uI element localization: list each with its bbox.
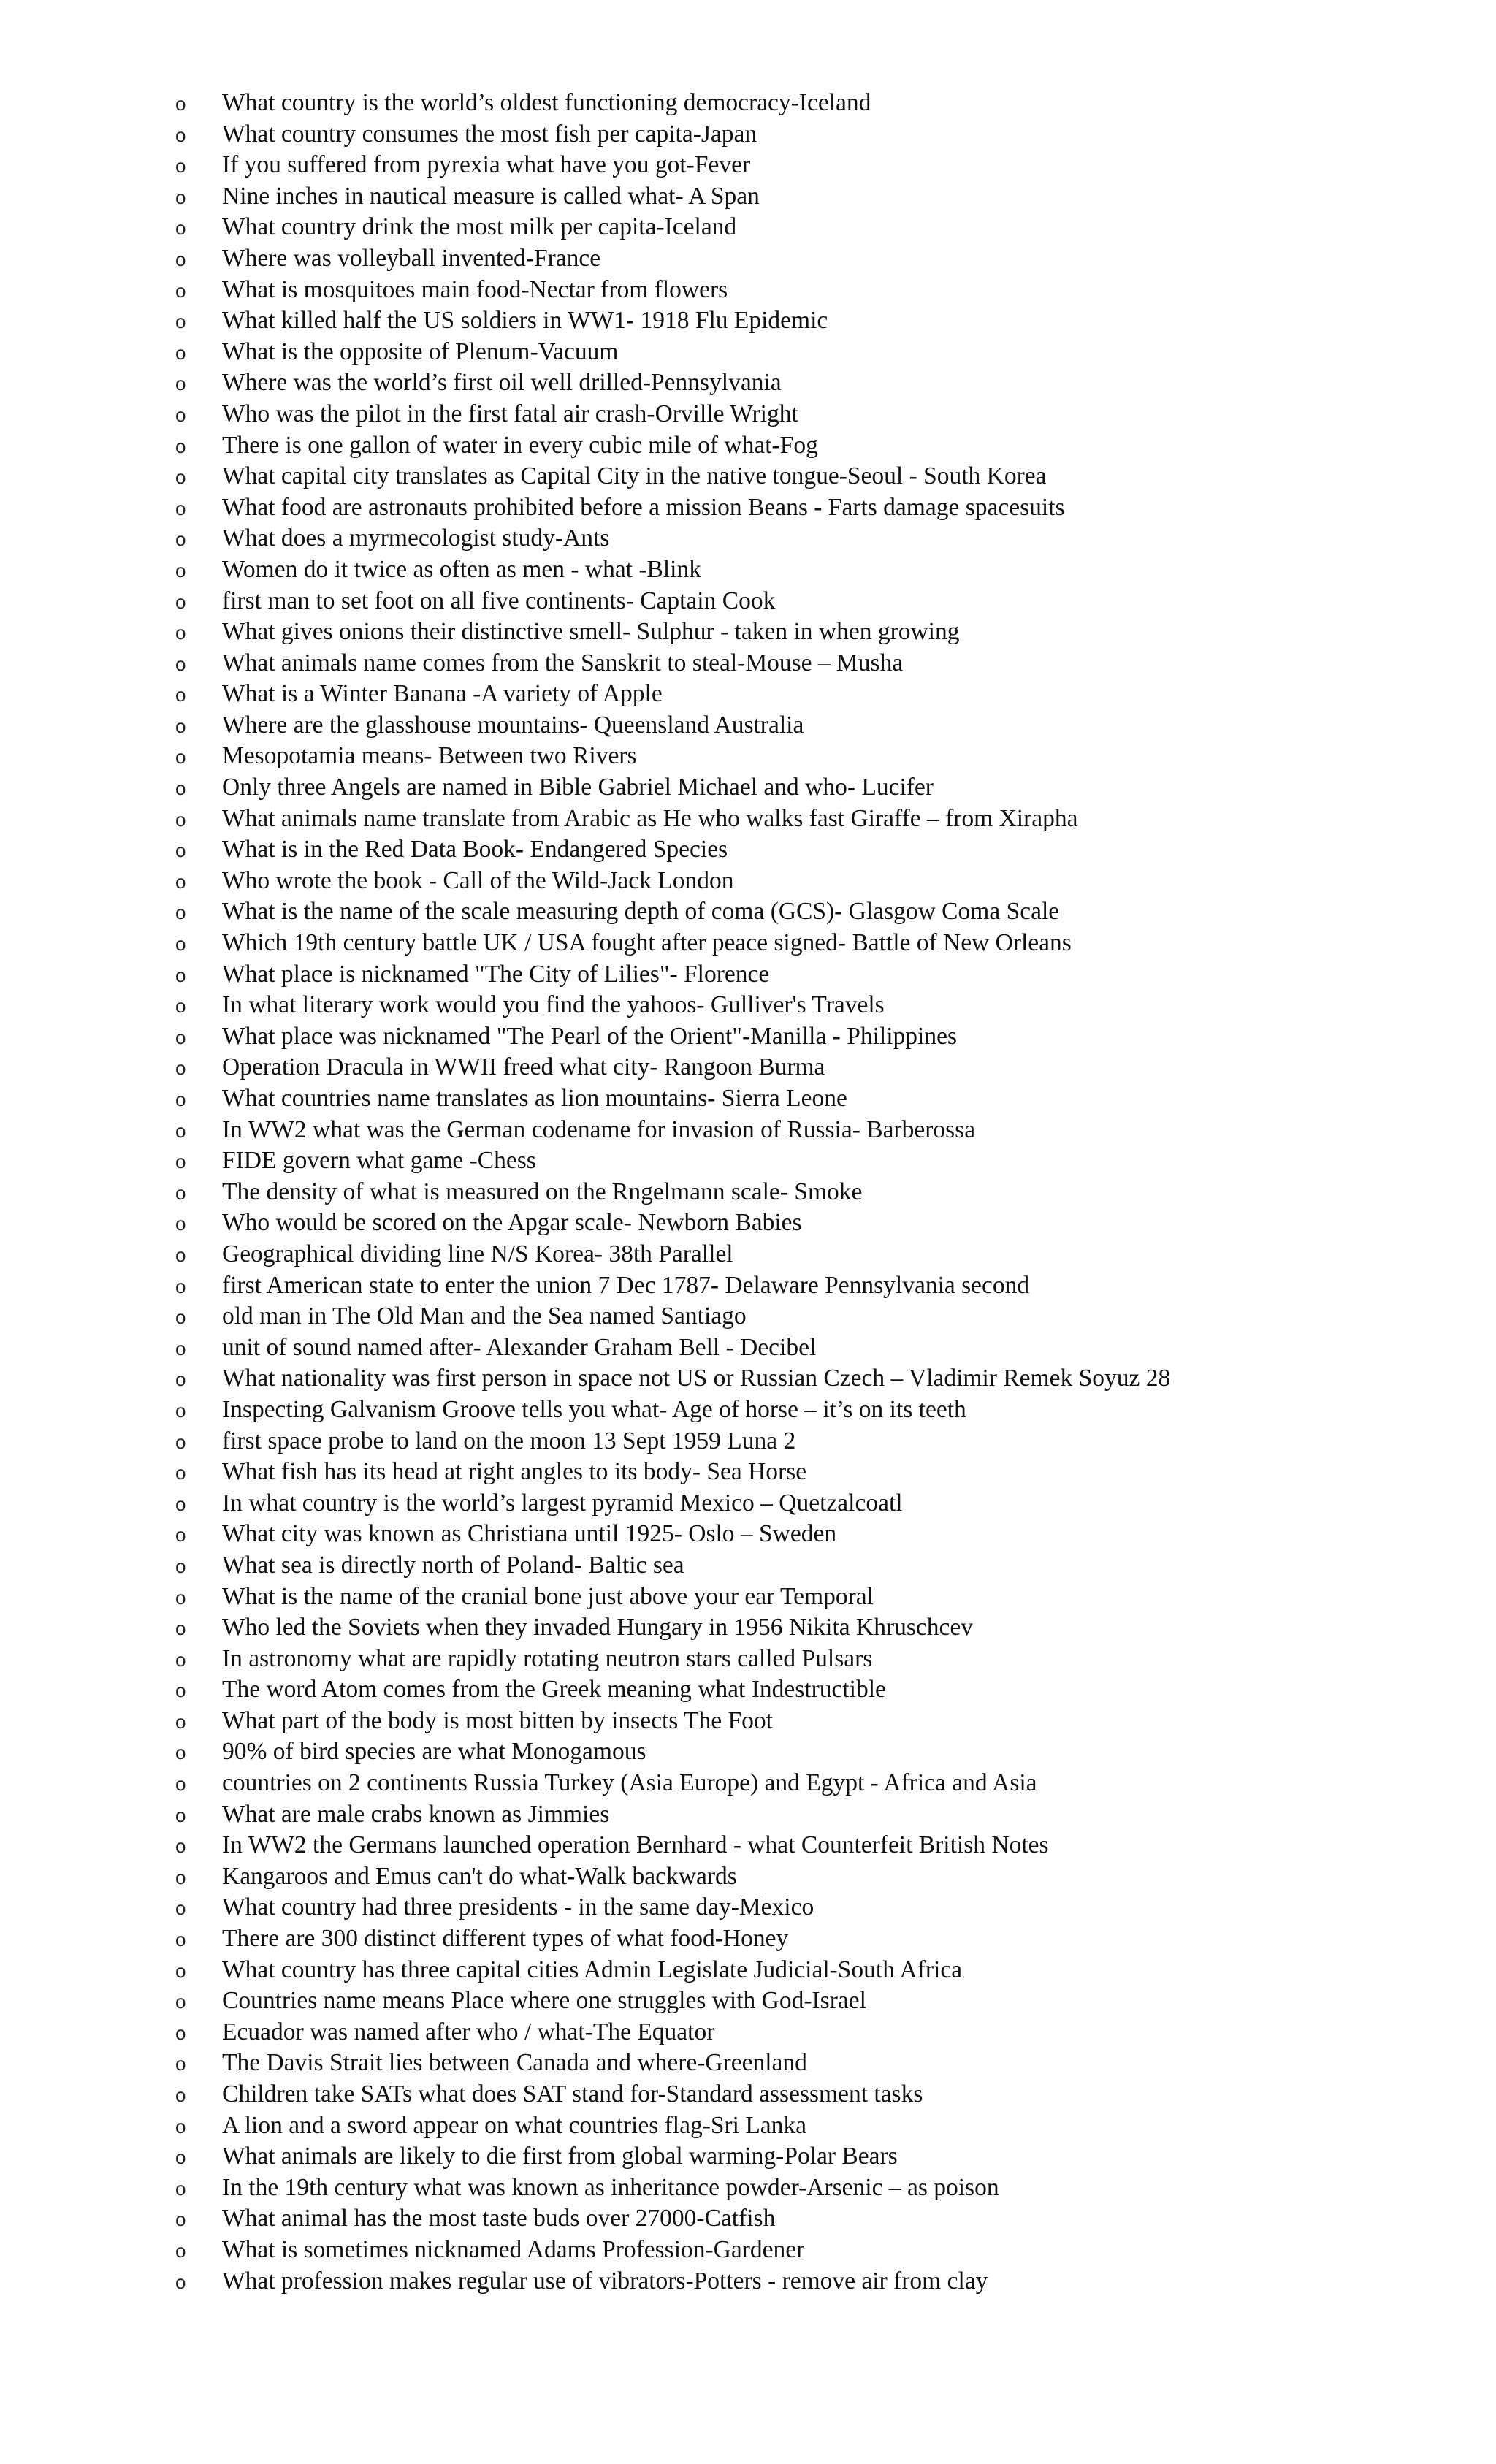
bullet-icon: o [175,497,186,519]
list-item [175,679,1483,710]
bullet-icon: o [175,559,186,581]
bullet-icon: o [175,1026,186,1048]
list-item [175,1923,1483,1955]
bullet-icon: o [175,2084,186,2106]
bullet-icon: o [175,1275,186,1297]
bullet-icon: o [175,2239,186,2262]
list-item-text: What is mosquitoes main food-Nectar from flowers [222,275,728,303]
bullet-icon: o [175,2146,186,2169]
bullet-icon: o [175,901,186,924]
list-item [175,1145,1483,1177]
bullet-icon: o [175,2208,186,2231]
list-item [175,2048,1483,2079]
bullet-icon: o [175,1492,186,1515]
list-item [175,741,1483,772]
bullet-icon: o [175,1804,186,1826]
bullet-icon: o [175,1368,186,1391]
list-item [175,1550,1483,1582]
list-item-text: What country has three capital cities Admin Legislate Judicial-South Africa [222,1956,963,1983]
list-item-text: There is one gallon of water in every cubic mile of what-Fog [222,431,818,459]
bullet-icon: o [175,1710,186,1733]
list-item-text: What countries name translates as lion mountains- Sierra Leone [222,1085,847,1112]
list-item-text: What is the name of the scale measuring depth of coma (GCS)- Glasgow Coma Scale [222,898,1060,926]
bullet-icon: o [175,870,186,893]
list-item-text: Who would be scored on the Apgar scale- Newborn Babies [222,1209,802,1237]
list-item [175,430,1483,462]
list-item [175,1706,1483,1737]
list-item [175,275,1483,306]
list-item-text: In WW2 the Germans launched operation Bernhard - what Counterfeit British Notes [222,1831,1049,1859]
bullet-icon: o [175,123,186,146]
bullet-icon: o [175,933,186,956]
list-item-text: What is a Winter Banana -A variety of Apple [222,680,663,708]
bullet-icon: o [175,590,186,613]
bullet-icon: o [175,1119,186,1142]
list-item-text: Which 19th century battle UK / USA fought after peace signed- Battle of New Orleans [222,929,1072,957]
list-item-text: What sea is directly north of Poland- Baltic sea [222,1551,684,1579]
bullet-icon: o [175,1462,186,1484]
bullet-icon: o [175,1866,186,1888]
list-item [175,1270,1483,1302]
list-item-text: first space probe to land on the moon 13 Sept 1959 Luna 2 [222,1427,796,1454]
bullet-icon: o [175,248,186,270]
list-item-text: What is in the Red Data Book- Endangered Species [222,836,728,863]
list-item [175,1830,1483,1861]
list-item-text: What country is the world’s oldest functioning democracy-Iceland [222,89,871,116]
bullet-icon: o [175,1742,186,1764]
bullet-icon: o [175,684,186,706]
list-item [175,367,1483,399]
list-item [175,959,1483,991]
list-item-text: What are male crabs known as Jimmies [222,1800,610,1828]
list-item [175,2141,1483,2173]
list-item [175,804,1483,835]
list-item-text: The density of what is measured on the Rngelmann scale- Smoke [222,1178,863,1205]
list-item-text: What killed half the US soldiers in WW1- 1918 Flu Epidemic [222,307,828,335]
list-item [175,1861,1483,1893]
bullet-icon: o [175,2115,186,2137]
bullet-icon: o [175,652,186,675]
bullet-icon: o [175,2270,186,2293]
bullet-icon: o [175,93,186,115]
list-item [175,337,1483,368]
list-item-text: What food are astronauts prohibited before a mission Beans - Farts damage spacesuits [222,493,1065,521]
bullet-icon: o [175,310,186,333]
list-item [175,1426,1483,1457]
bullet-icon: o [175,808,186,831]
list-item-text: old man in The Old Man and the Sea named Santiago [222,1302,747,1330]
bullet-icon: o [175,186,186,208]
list-item-text: If you suffered from pyrexia what have you got-Fever [222,151,751,179]
trivia-list [175,88,1483,2297]
list-item [175,523,1483,554]
list-item-text: Who wrote the book - Call of the Wild-Jack London [222,866,734,894]
bullet-icon: o [175,995,186,1018]
bullet-icon: o [175,403,186,426]
bullet-icon: o [175,1213,186,1235]
list-item [175,617,1483,648]
bullet-icon: o [175,1151,186,1173]
bullet-icon: o [175,528,186,551]
list-item [175,2266,1483,2297]
list-item [175,1768,1483,1799]
list-item-text: Where was volleyball invented-France [222,244,601,272]
list-item [175,1332,1483,1364]
list-item-text: Who led the Soviets when they invaded Hungary in 1956 Nikita Khruschcev [222,1614,974,1641]
bullet-icon: o [175,279,186,302]
bullet-icon: o [175,155,186,178]
list-item-text: Where was the world’s first oil well drilled-Pennsylvania [222,369,782,397]
list-item-text: Who was the pilot in the first fatal air crash-Orville Wright [222,400,798,427]
list-item [175,834,1483,866]
bullet-icon: o [175,1773,186,1796]
list-item-text: What place is nicknamed "The City of Lilies"- Florence [222,960,770,988]
list-item [175,492,1483,524]
bullet-icon: o [175,1586,186,1609]
list-item [175,1799,1483,1831]
list-item-text: Nine inches in nautical measure is called what- A Span [222,182,760,210]
list-item [175,2203,1483,2235]
bullet-icon: o [175,1648,186,1671]
list-item [175,1457,1483,1488]
list-item-text: What is the name of the cranial bone just above your ear Temporal [222,1582,874,1610]
list-item [175,1674,1483,1706]
list-item [175,1177,1483,1208]
list-item [175,150,1483,181]
bullet-icon: o [175,746,186,768]
list-item [175,896,1483,928]
list-item-text: Geographical dividing line N/S Korea- 38th Parallel [222,1240,733,1267]
bullet-icon: o [175,1430,186,1453]
bullet-icon: o [175,964,186,986]
bullet-icon: o [175,2021,186,2044]
list-item [175,305,1483,337]
bullet-icon: o [175,839,186,862]
list-item-text: In what country is the world’s largest pyramid Mexico – Quetzalcoatl [222,1489,903,1517]
list-item [175,1488,1483,1519]
list-item [175,461,1483,492]
list-item [175,2110,1483,2142]
bullet-icon: o [175,373,186,395]
list-item-text: In what literary work would you find the yahoos- Gulliver's Travels [222,991,885,1019]
list-item-text: FIDE govern what game -Chess [222,1147,536,1175]
list-item-text: What fish has its head at right angles to its body- Sea Horse [222,1458,807,1486]
list-item-text: What gives onions their distinctive smell- Sulphur - taken in when growing [222,618,960,646]
list-item [175,1083,1483,1115]
list-item [175,866,1483,897]
list-item [175,2173,1483,2204]
list-item [175,710,1483,741]
bullet-icon: o [175,1959,186,1982]
list-item [175,1582,1483,1613]
bullet-icon: o [175,1306,186,1329]
bullet-icon: o [175,1057,186,1080]
bullet-icon: o [175,466,186,489]
list-item [175,2235,1483,2266]
list-item-text: What animal has the most taste buds over 27000-Catfish [222,2205,776,2232]
list-item-text: Children take SATs what does SAT stand for-Standard assessment tasks [222,2080,923,2108]
list-item [175,88,1483,119]
list-item [175,1052,1483,1083]
list-item [175,1736,1483,1768]
bullet-icon: o [175,1835,186,1858]
list-item-text: Mesopotamia means- Between two Rivers [222,742,637,770]
list-item-text: There are 300 distinct different types of what food-Honey [222,1925,789,1953]
list-item [175,1363,1483,1395]
list-item [175,1115,1483,1146]
list-item-text: What animals name translate from Arabic as He who walks fast Giraffe – from Xirapha [222,804,1078,832]
list-item-text: 90% of bird species are what Monogamous [222,1738,646,1766]
list-item [175,772,1483,804]
list-item-text: What capital city translates as Capital City in the native tongue-Seoul - South Korea [222,462,1047,490]
list-item [175,1395,1483,1426]
bullet-icon: o [175,1524,186,1546]
list-item [175,2079,1483,2110]
list-item [175,1955,1483,1986]
list-item [175,1892,1483,1923]
list-item-text: What does a myrmecologist study-Ants [222,525,610,552]
bullet-icon: o [175,2053,186,2075]
list-item-text: What animals are likely to die first from global warming-Polar Bears [222,2143,898,2170]
bullet-icon: o [175,1181,186,1204]
bullet-icon: o [175,1337,186,1359]
list-item-text: What profession makes regular use of vibrators-Potters - remove air from clay [222,2267,988,2295]
list-item [175,1519,1483,1550]
list-item [175,1301,1483,1332]
bullet-icon: o [175,435,186,457]
list-item [175,399,1483,430]
list-item [175,1208,1483,1239]
list-item-text: What country drink the most milk per capita-Iceland [222,213,737,241]
list-item-text: countries on 2 continents Russia Turkey (Asia Europe) and Egypt - Africa and Asia [222,1769,1037,1797]
list-item-text: Inspecting Galvanism Groove tells you what- Age of horse – it’s on its teeth [222,1395,966,1423]
bullet-icon: o [175,1399,186,1422]
bullet-icon: o [175,1679,186,1702]
bullet-icon: o [175,2177,186,2200]
list-item-text: first man to set foot on all five continents- Captain Cook [222,587,776,614]
list-item-text: What animals name comes from the Sanskrit to steal-Mouse – Musha [222,649,904,676]
list-item [175,648,1483,679]
list-item-text: The word Atom comes from the Greek meaning what Indestructible [222,1676,886,1704]
bullet-icon: o [175,1555,186,1577]
list-item-text: What is the opposite of Plenum-Vacuum [222,337,619,365]
list-item-text: Kangaroos and Emus can't do what-Walk backwards [222,1862,737,1890]
list-item-text: In the 19th century what was known as inheritance powder-Arsenic – as poison [222,2173,999,2201]
bullet-icon: o [175,217,186,240]
list-item [175,119,1483,150]
list-item-text: A lion and a sword appear on what countries flag-Sri Lanka [222,2111,807,2139]
bullet-icon: o [175,1897,186,1920]
list-item [175,586,1483,617]
bullet-icon: o [175,1929,186,1951]
list-item-text: In astronomy what are rapidly rotating neutron stars called Pulsars [222,1644,873,1672]
list-item [175,2017,1483,2048]
list-item [175,1239,1483,1270]
bullet-icon: o [175,622,186,644]
list-item-text: Ecuador was named after who / what-The Equator [222,2018,715,2045]
list-item-text: Operation Dracula in WWII freed what city- Rangoon Burma [222,1053,825,1081]
bullet-icon: o [175,1243,186,1266]
list-item-text: What country had three presidents - in the same day-Mexico [222,1893,814,1921]
list-item [175,243,1483,275]
list-item [175,212,1483,243]
bullet-icon: o [175,1088,186,1110]
list-item-text: What place was nicknamed "The Pearl of the Orient"-Manilla - Philippines [222,1022,957,1050]
list-item [175,990,1483,1021]
bullet-icon: o [175,1617,186,1640]
list-item [175,1612,1483,1644]
list-item-text: What part of the body is most bitten by insects The Foot [222,1706,773,1734]
list-item-text: The Davis Strait lies between Canada and where-Greenland [222,2049,807,2077]
list-item-text: What nationality was first person in space not US or Russian Czech – Vladimir Remek Soyuz 28 [222,1365,1171,1392]
list-item-text: Countries name means Place where one struggles with God-Israel [222,1987,866,2015]
bullet-icon: o [175,777,186,800]
list-item [175,1021,1483,1053]
list-item-text: first American state to enter the union 7 Dec 1787- Delaware Pennsylvania second [222,1271,1030,1299]
list-item [175,928,1483,959]
list-item [175,1644,1483,1675]
list-item [175,181,1483,213]
list-item-text: unit of sound named after- Alexander Graham Bell - Decibel [222,1333,817,1361]
list-item-text: What country consumes the most fish per capita-Japan [222,120,757,148]
list-item-text: What is sometimes nicknamed Adams Profession-Gardener [222,2235,805,2263]
list-item [175,554,1483,586]
list-item-text: Women do it twice as often as men - what -Blink [222,555,701,583]
bullet-icon: o [175,1991,186,2013]
list-item-text: Where are the glasshouse mountains- Queensland Australia [222,711,804,739]
bullet-icon: o [175,714,186,737]
list-item-text: What city was known as Christiana until 1925- Oslo – Sweden [222,1520,837,1548]
list-item-text: In WW2 what was the German codename for invasion of Russia- Barberossa [222,1115,976,1143]
bullet-icon: o [175,341,186,364]
list-item [175,1986,1483,2017]
list-item-text: Only three Angels are named in Bible Gabriel Michael and who- Lucifer [222,774,934,801]
